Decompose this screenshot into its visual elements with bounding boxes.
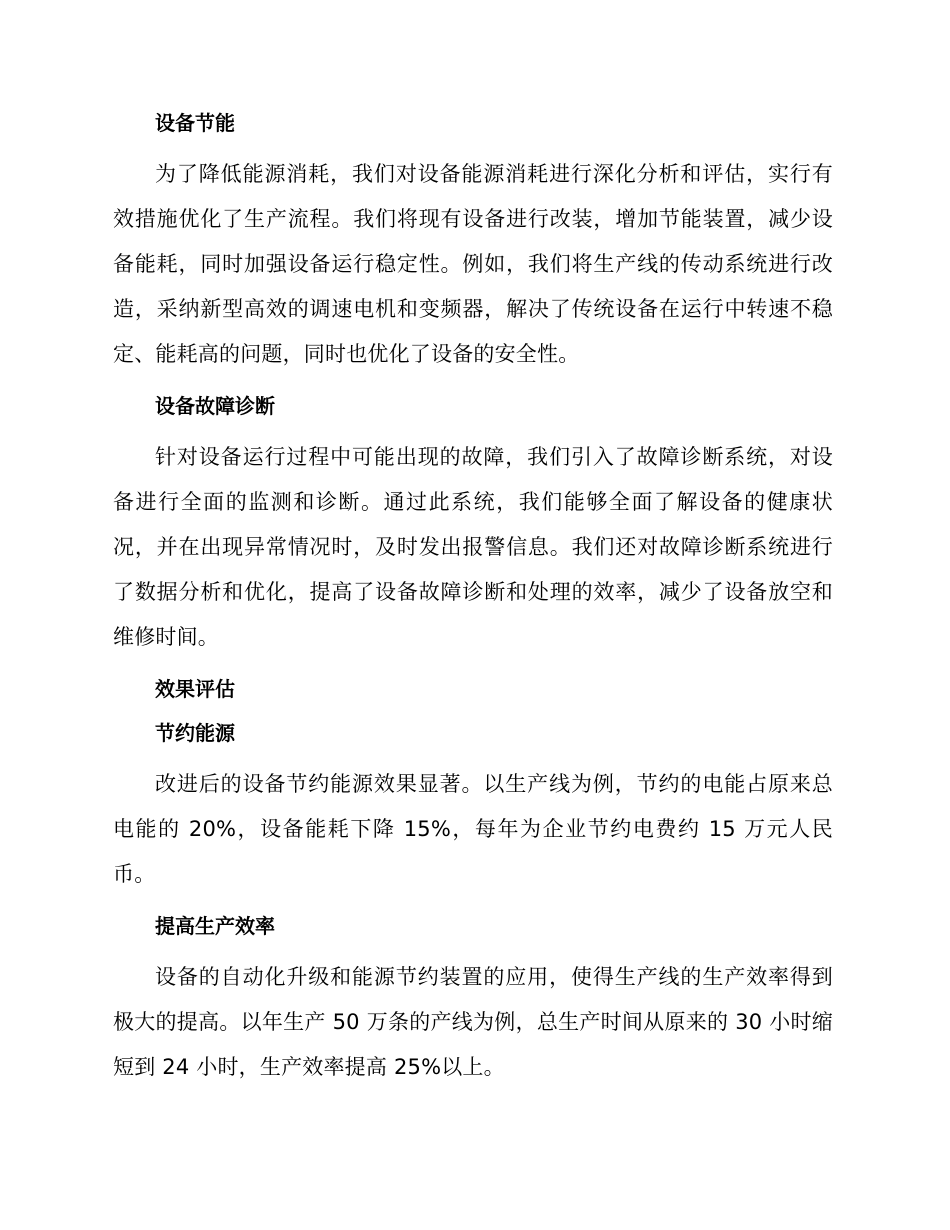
document-page: [113, 108, 833, 1104]
section-paragraph-fault-diagnosis: 针对设备运行过程中可能出现的故障，我们引入了故障诊断系统，对设备进行全面的监测和诊断。通过此系统，我们能够全面了解设备的健康状况，并在出现异常情况时，及时发出报警信息。我们还对故障诊断系统进行了数据分析和优化，提高了设备故障诊断和处理的效率，减少了设备放空和维修时间。: [113, 445, 833, 649]
section-heading-energy-saving: 节约能源: [155, 721, 235, 745]
section-heading-equipment-energy-saving: 设备节能: [155, 111, 235, 135]
section-heading-fault-diagnosis: 设备故障诊断: [155, 394, 275, 418]
section-heading-production-efficiency: 提高生产效率: [155, 914, 275, 938]
section-heading-effect-evaluation: 效果评估: [155, 677, 235, 701]
section-paragraph-equipment-energy-saving: 为了降低能源消耗，我们对设备能源消耗进行深化分析和评估，实行有效措施优化了生产流程。我们将现有设备进行改装，增加节能装置，减少设备能耗，同时加强设备运行稳定性。例如，我们将生产线的传动系统进行改造，采纳新型高效的调速电机和变频器，解决了传统设备在运行中转速不稳定、能耗高的问题，同时也优化了设备的安全性。: [113, 162, 833, 366]
section-paragraph-energy-saving: 改进后的设备节约能源效果显著。以生产线为例，节约的电能占原来总电能的 20%，设备能耗下降 15%，每年为企业节约电费约 15 万元人民币。: [113, 772, 833, 886]
section-paragraph-production-efficiency: 设备的自动化升级和能源节约装置的应用，使得生产线的生产效率得到极大的提高。以年生产 50 万条的产线为例，总生产时间从原来的 30 小时缩短到 24 小时，生产效率提高 25%以上。: [113, 965, 833, 1079]
